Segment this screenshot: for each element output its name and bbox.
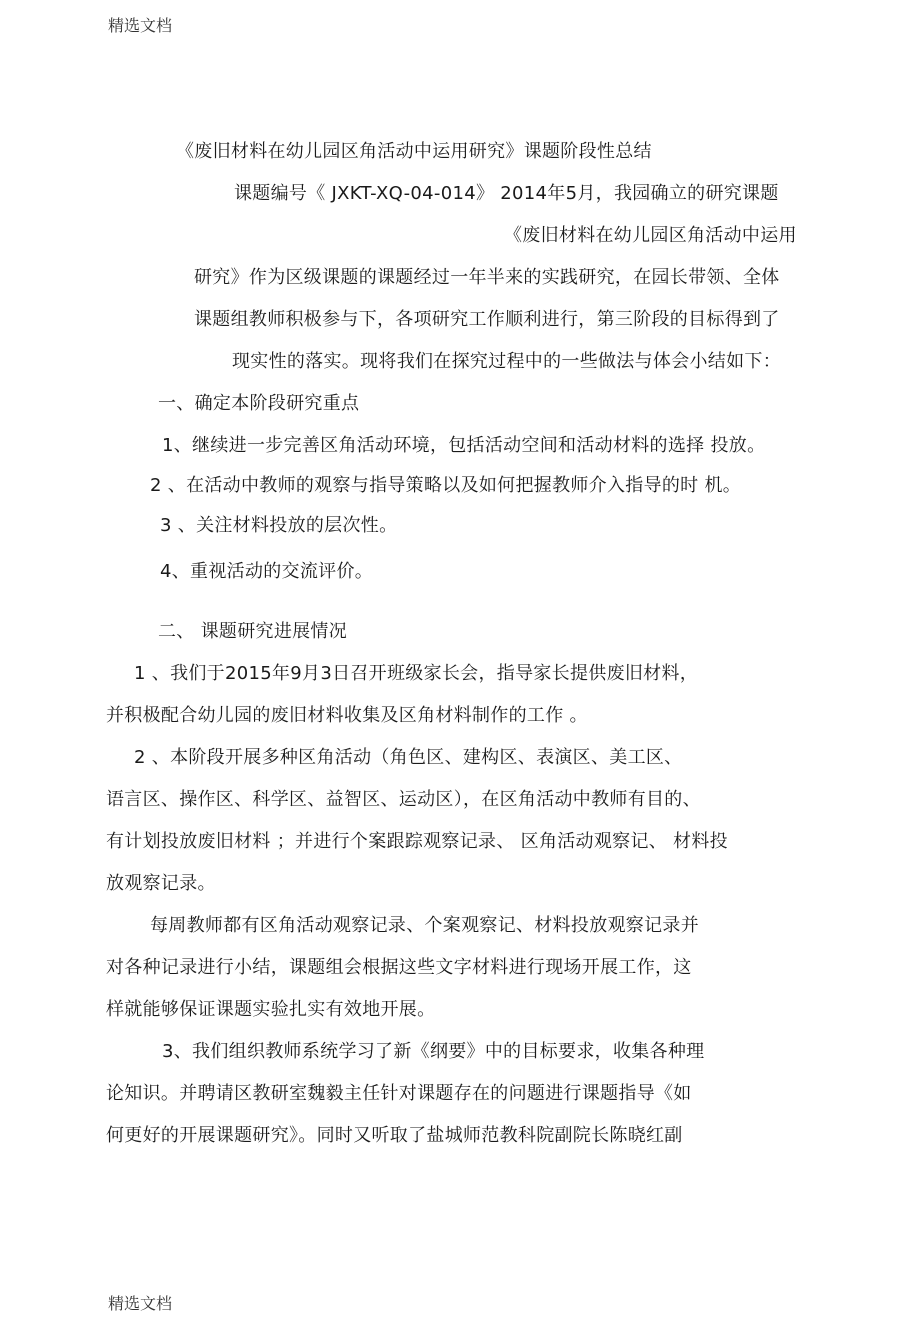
section2-heading: 二、 课题研究进展情况: [158, 621, 348, 642]
section2-line-4: 语言区、操作区、科学区、益智区、运动区），在区角活动中教师有目的、: [106, 789, 701, 810]
page-header: 精选文档: [108, 16, 173, 35]
section1-item-4: 4、重视活动的交流评价。: [160, 561, 374, 582]
section2-line-11: 论知识。并聘请区教研室魏毅主任针对课题存在的问题进行课题指导《如: [106, 1083, 692, 1104]
section1-item-3: 3 、关注材料投放的层次性。: [160, 515, 398, 536]
intro-line-3: 研究》作为区级课题的课题经过一年半来的实践研究，在园长带领、全体: [194, 267, 780, 288]
section2-line-7: 每周教师都有区角活动观察记录、个案观察记、材料投放观察记录并: [150, 915, 699, 936]
intro-line-1: 课题编号《 JXKT-XQ-04-014》 2014年5月，我园确立的研究课题: [234, 183, 779, 204]
page-footer: 精选文档: [108, 1294, 173, 1313]
document-title: 《废旧材料在幼儿园区角活动中运用研究》课题阶段性总结: [176, 141, 652, 162]
section2-line-1: 1 、我们于2015年9月3日召开班级家长会，指导家长提供废旧材料，: [134, 663, 699, 684]
intro-line-2: 《废旧材料在幼儿园区角活动中运用: [504, 225, 797, 246]
section1-heading: 一、确定本阶段研究重点: [158, 393, 360, 414]
section2-line-3: 2 、本阶段开展多种区角活动（角色区、建构区、表演区、美工区、: [134, 747, 683, 768]
section2-line-12: 何更好的开展课题研究》。同时又听取了盐城师范教科院副院长陈晓红副: [106, 1125, 683, 1146]
section2-line-6: 放观察记录。: [106, 873, 216, 894]
intro-line-4: 课题组教师积极参与下，各项研究工作顺利进行，第三阶段的目标得到了: [194, 309, 780, 330]
section1-item-2: 2 、在活动中教师的观察与指导策略以及如何把握教师介入指导的时 机。: [150, 475, 742, 496]
section2-line-10: 3、我们组织教师系统学习了新《纲要》中的目标要求，收集各种理: [162, 1041, 705, 1062]
intro-line-5: 现实性的落实。现将我们在探究过程中的一些做法与体会小结如下：: [232, 351, 781, 372]
section1-item-1: 1、继续进一步完善区角活动环境，包括活动空间和活动材料的选择 投放。: [162, 435, 766, 456]
section2-line-9: 样就能够保证课题实验扎实有效地开展。: [106, 999, 436, 1020]
section2-line-8: 对各种记录进行小结，课题组会根据这些文字材料进行现场开展工作，这: [106, 957, 692, 978]
section2-line-5: 有计划投放废旧材料 ；并进行个案跟踪观察记录、 区角活动观察记、 材料投: [106, 831, 728, 852]
section2-line-2: 并积极配合幼儿园的废旧材料收集及区角材料制作的工作 。: [106, 705, 588, 726]
